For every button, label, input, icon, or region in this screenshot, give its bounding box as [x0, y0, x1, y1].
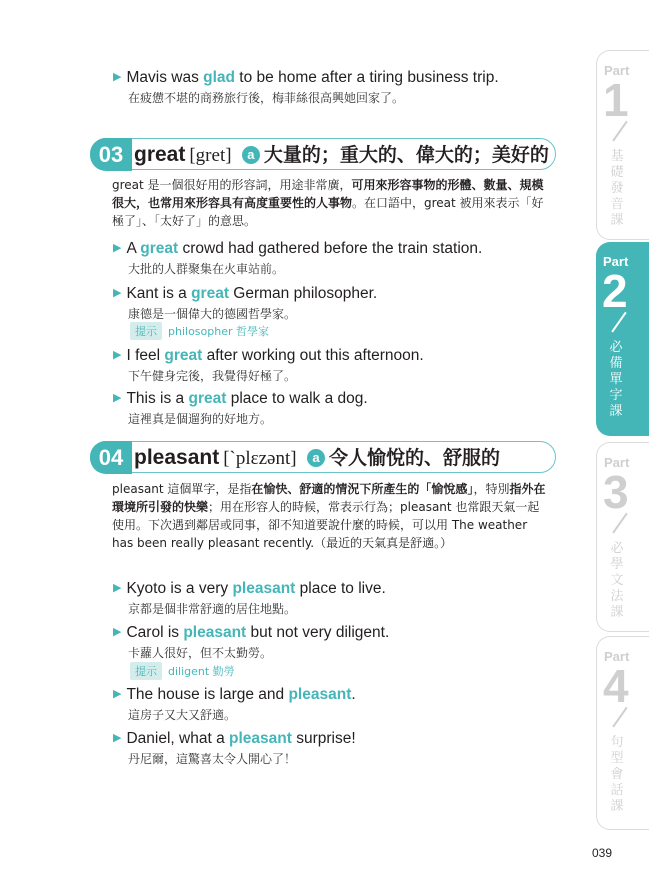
example-sentence: ▶ I feel great after working out this afternoon. [113, 347, 424, 364]
phonetic: [gret] [189, 145, 232, 166]
example-item [113, 578, 386, 617]
example-item [113, 238, 482, 277]
tab-part-number: 4 [603, 660, 629, 712]
bullet-arrow-icon: ▶ [113, 287, 122, 299]
example-translation: 京都是個非常舒適的居住地點。 [128, 602, 297, 616]
bullet-arrow-icon: ▶ [113, 688, 122, 700]
example-item [113, 622, 389, 661]
bullet-arrow-icon: ▶ [113, 392, 122, 404]
example-item [113, 283, 377, 322]
example-sentence: ▶ Kyoto is a very pleasant place to live. [113, 580, 386, 597]
page-number: 039 [592, 846, 613, 860]
example-sentence: ▶ Mavis was glad to be home after a tiring business trip. [113, 69, 499, 86]
bullet-arrow-icon: ▶ [113, 732, 122, 744]
example-item [113, 388, 368, 427]
entry-title [134, 444, 500, 472]
bullet-arrow-icon: ▶ [113, 626, 122, 638]
example-item [113, 684, 356, 723]
entry-description: great 是一個很好用的形容詞，用途非常廣，可用來形容事物的形體、數量、規模很大，也常用來形容具有高度重要性的人事物。在口語中，great 被用來表示「好極了」、「太好了」的意思。 [112, 178, 544, 228]
example-translation: 大批的人群聚集在火車站前。 [128, 262, 285, 276]
hint-tag: 提示 [130, 662, 162, 680]
tab-part-label: Part [603, 254, 629, 269]
tab-part-number: 1 [603, 74, 629, 126]
example-translation: 丹尼爾，這驚喜太令人開心了！ [128, 752, 297, 766]
keyword: pleasant [232, 580, 296, 597]
tab-part-4[interactable] [596, 636, 649, 830]
vocab-hint [130, 322, 269, 340]
example-translation: 這裡真是個遛狗的好地方。 [128, 412, 273, 426]
example-translation: 卡蘿人很好，但不太勤勞。 [128, 646, 273, 660]
example-item [113, 728, 356, 767]
example-translation: 在疲憊不堪的商務旅行後，梅菲絲很高興她回家了。 [128, 91, 405, 105]
tab-part-label: Part [604, 63, 630, 78]
part-of-speech-badge: a [242, 146, 260, 164]
keyword: pleasant [288, 686, 352, 703]
example-sentence: ▶ Kant is a great German philosopher. [113, 285, 378, 302]
entry-header-03 [90, 138, 560, 170]
example-item [113, 67, 499, 106]
bullet-arrow-icon: ▶ [113, 242, 122, 254]
tab-part-2[interactable] [596, 242, 649, 436]
tab-part-number: 2 [602, 265, 628, 317]
tab-part-title: 基礎發音課 [610, 149, 624, 228]
keyword: great [164, 347, 203, 364]
keyword: glad [203, 69, 235, 86]
tab-part-label: Part [604, 649, 630, 664]
example-translation: 這房子又大又舒適。 [128, 708, 237, 722]
example-sentence: ▶ Carol is pleasant but not very diligent. [113, 624, 390, 641]
tab-part-number: 3 [603, 466, 629, 518]
example-sentence: ▶ This is a great place to walk a dog. [113, 390, 368, 407]
example-sentence: ▶ The house is large and pleasant. [113, 686, 356, 703]
example-item [113, 345, 424, 384]
keyword: great [191, 285, 229, 302]
meaning: 令人愉悅的、舒服的 [328, 447, 500, 469]
tab-part-title: 句型會話課 [610, 735, 624, 814]
example-translation: 康德是一個偉大的德國哲學家。 [128, 307, 297, 321]
example-translation: 下午健身完後，我覺得好極了。 [128, 369, 297, 383]
tab-part-3[interactable] [596, 442, 649, 632]
entry-title [134, 141, 549, 169]
vocab-hint [130, 662, 235, 680]
part-of-speech-badge: a [307, 449, 325, 467]
tab-part-title: 必學文法課 [610, 541, 624, 620]
keyword: great [140, 240, 179, 257]
bullet-arrow-icon: ▶ [113, 349, 122, 361]
example-sentence: ▶ A great crowd had gathered before the train station. [113, 240, 483, 257]
hint-tag: 提示 [130, 322, 162, 340]
keyword: great [188, 390, 227, 407]
example-sentence: ▶ Daniel, what a pleasant surprise! [113, 730, 356, 747]
tab-part-title: 必備單字課 [609, 340, 623, 419]
keyword: pleasant [229, 730, 292, 747]
tab-part-1[interactable] [596, 50, 649, 240]
hint-text: philosopher 哲學家 [168, 325, 269, 338]
keyword: pleasant [183, 624, 247, 641]
hint-text: diligent 勤勞 [168, 665, 235, 678]
entry-number: 03 [90, 138, 132, 171]
entry-number: 04 [90, 441, 132, 474]
entry-header-04 [90, 441, 560, 473]
tab-part-label: Part [604, 455, 630, 470]
headword: great [134, 143, 186, 166]
meaning: 大量的；重大的、偉大的；美好的 [263, 144, 549, 166]
headword: pleasant [134, 446, 220, 469]
bullet-arrow-icon: ▶ [113, 582, 122, 594]
bullet-arrow-icon: ▶ [113, 71, 122, 83]
entry-description: pleasant 這個單字，是指在愉快、舒適的情況下所產生的「愉悅感」，特別指外在環境所引發的快樂；用在形容人的時候，常表示行為；pleasant 也常跟天氣一起使用。下次遇到鄰居或同事，卻不知道要說什麼的時候，可以用 The weather has been really pleasant recently.（最近的天氣真是舒適。） [112, 482, 546, 550]
phonetic: [`plɛzənt] [223, 448, 297, 469]
